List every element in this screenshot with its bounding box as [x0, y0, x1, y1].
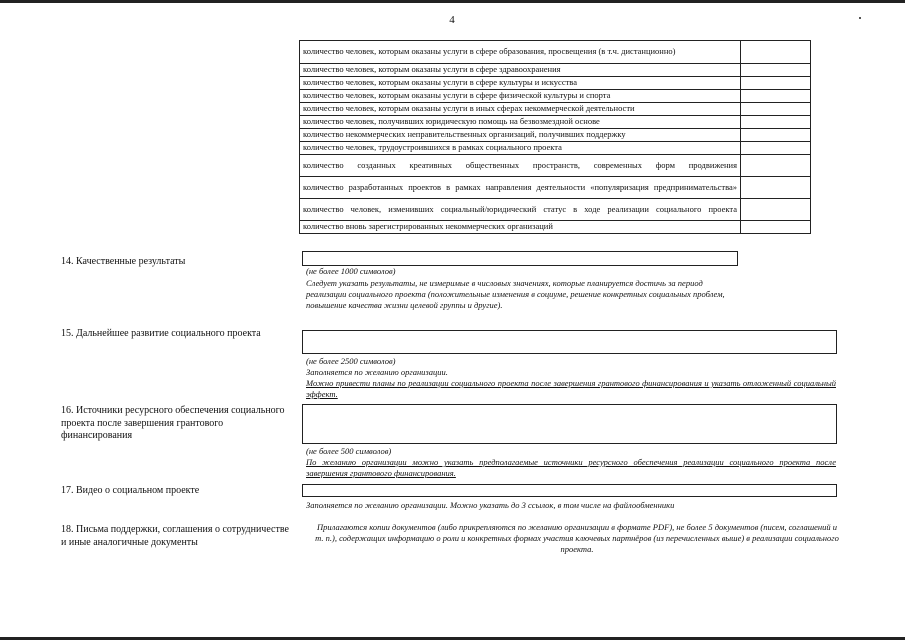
- indicator-value-cell[interactable]: [741, 142, 811, 155]
- indicator-label: количество человек, которым оказаны услуги в иных сферах некоммерческой деятельности: [300, 103, 741, 116]
- table-row: [300, 103, 811, 116]
- indicator-label: количество человек, которым оказаны услуги в сфере физической культуры и спорта: [300, 90, 741, 103]
- section-15-note-2: Можно привести планы по реализации социального проекта после завершения грантового финансирования и указать отложенный социальный эффект.: [306, 378, 836, 399]
- indicator-value-cell[interactable]: [741, 129, 811, 142]
- indicator-label: количество разработанных проектов в рамках направления деятельности «популяризация предпринимательства»: [300, 177, 741, 199]
- section-16-limit: (не более 500 символов): [306, 446, 392, 456]
- section-14-label: 14. Качественные результаты: [61, 256, 186, 267]
- indicator-value-cell[interactable]: [741, 199, 811, 221]
- section-18-label: 18. Письма поддержки, соглашения о сотрудничестве и иные аналогичные документы: [61, 524, 289, 548]
- indicator-value-cell[interactable]: [741, 41, 811, 64]
- qualitative-results-field[interactable]: [302, 251, 738, 266]
- table-row: [300, 155, 811, 177]
- table-row: [300, 64, 811, 77]
- indicator-label: количество человек, получивших юридическую помощь на безвозмездной основе: [300, 116, 741, 129]
- indicator-label: количество человек, которым оказаны услуги в сфере здравоохранения: [300, 64, 741, 77]
- top-border-line: [0, 0, 905, 3]
- indicator-value-cell[interactable]: [741, 90, 811, 103]
- indicators-table: [299, 40, 811, 234]
- indicator-value-cell[interactable]: [741, 221, 811, 234]
- table-row: [300, 41, 811, 64]
- indicator-label: количество некоммерческих неправительственных организаций, получивших поддержку: [300, 129, 741, 142]
- indicator-label: количество человек, которым оказаны услуги в сфере образования, просвещения (в т.ч. дистанционно): [300, 41, 741, 64]
- section-14-limit: (не более 1000 символов): [306, 266, 396, 276]
- table-row: [300, 90, 811, 103]
- indicator-value-cell[interactable]: [741, 155, 811, 177]
- video-links-field[interactable]: [302, 484, 837, 497]
- indicator-label: количество созданных креативных общественных пространств, современных форм продвижения: [300, 155, 741, 177]
- table-row: [300, 77, 811, 90]
- section-15-limit: (не более 2500 символов): [306, 356, 396, 366]
- section-16-note: По желанию организации можно указать предполагаемые источники ресурсного обеспечения реализации социального проекта после завершения грантового финансирования.: [306, 457, 836, 478]
- section-18-note: Прилагаются копии документов (либо прикрепляются по желанию организации в формате PDF), не более 5 документов (писем, соглашений и т. п.), содержащих информацию о роли и конкретных формах участия ключевых партнёров (из перечисленных выше) в реализации социального проекта.: [315, 522, 839, 554]
- indicator-label: количество вновь зарегистрированных некоммерческих организаций: [300, 221, 741, 234]
- page-number: 4: [449, 14, 455, 26]
- project-development-field[interactable]: [302, 330, 837, 354]
- section-15-label: 15. Дальнейшее развитие социального проекта: [61, 328, 261, 339]
- scan-speck: [859, 17, 861, 19]
- indicator-label: количество человек, которым оказаны услуги в сфере культуры и искусства: [300, 77, 741, 90]
- section-16-label: 16. Источники ресурсного обеспечения социального проекта после завершения грантового финансирования: [61, 405, 285, 441]
- section-17-note: Заполняется по желанию организации. Можно указать до 3 ссылок, в том числе на файлообменники: [306, 500, 675, 510]
- indicator-value-cell[interactable]: [741, 64, 811, 77]
- table-row: [300, 142, 811, 155]
- resource-sources-field[interactable]: [302, 404, 837, 444]
- table-row: [300, 221, 811, 234]
- table-row: [300, 116, 811, 129]
- indicator-label: количество человек, изменивших социальный/юридический статус в ходе реализации социального проекта: [300, 199, 741, 221]
- section-15-note-1: Заполняется по желанию организации.: [306, 367, 448, 377]
- indicator-value-cell[interactable]: [741, 103, 811, 116]
- section-14-note: Следует указать результаты, не измеримые в числовых значениях, которые планируется достичь за период реализации социального проекта (положительные изменения в социуме, решение конкретных социальных проблем, повышение качества жизни целевой группы и другие).: [306, 278, 725, 310]
- table-row: [300, 199, 811, 221]
- indicator-value-cell[interactable]: [741, 177, 811, 199]
- indicator-label: количество человек, трудоустроившихся в рамках социального проекта: [300, 142, 741, 155]
- table-row: [300, 177, 811, 199]
- section-17-label: 17. Видео о социальном проекте: [61, 485, 200, 496]
- indicator-value-cell[interactable]: [741, 77, 811, 90]
- indicator-value-cell[interactable]: [741, 116, 811, 129]
- table-row: [300, 129, 811, 142]
